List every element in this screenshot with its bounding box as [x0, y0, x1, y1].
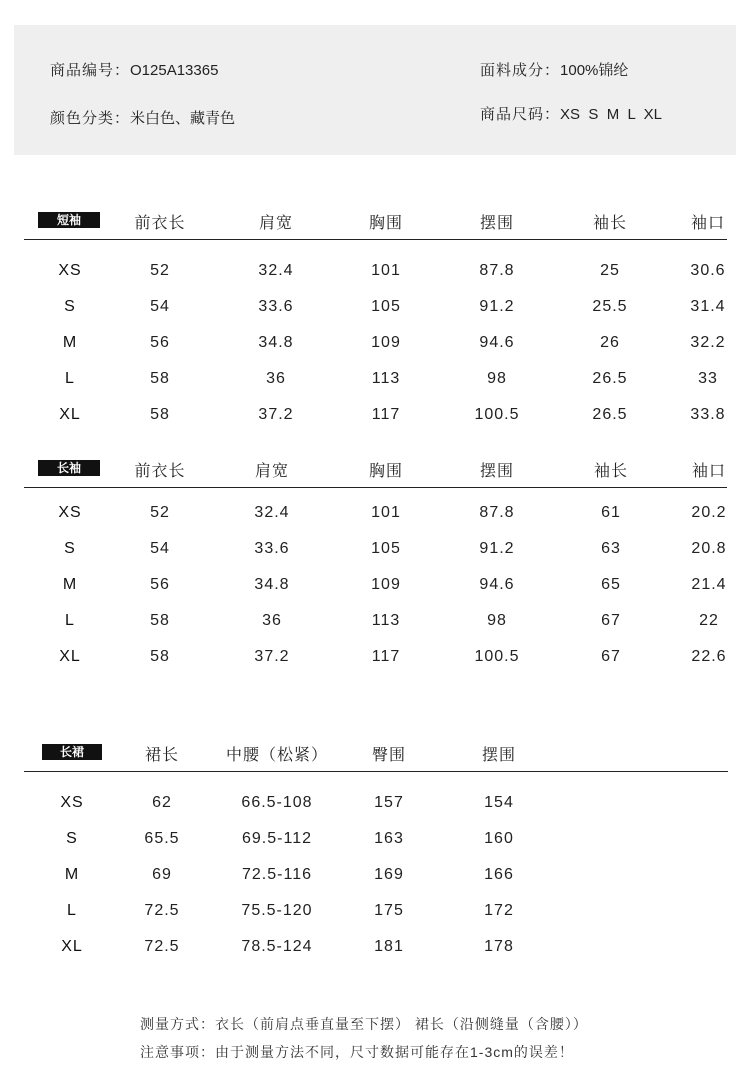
caution-note: 注意事项：由于测量方法不同，尺寸数据可能存在1-3cm的误差！ — [140, 1044, 574, 1060]
table-cell: 20.8 — [691, 540, 727, 557]
table-cell: 181 — [374, 938, 404, 955]
table-cell: 26.5 — [592, 406, 628, 423]
table-cell: 65 — [601, 576, 621, 593]
product-color-value: 米白色、藏青色 — [130, 110, 236, 127]
table-cell: 78.5-124 — [241, 938, 313, 955]
column-header: 肩宽 — [254, 463, 290, 480]
column-header: 摆围 — [479, 463, 515, 480]
header-divider — [24, 239, 727, 240]
column-header: 前衣长 — [134, 215, 186, 232]
column-header: 袖长 — [593, 463, 629, 480]
table-cell: 52 — [150, 262, 170, 279]
table-cell: 101 — [371, 504, 401, 521]
table-cell: 65.5 — [144, 830, 180, 847]
table-cell: 117 — [371, 648, 401, 665]
header-divider — [24, 771, 728, 772]
table-cell: 109 — [371, 334, 401, 351]
column-header: 裙长 — [144, 747, 180, 764]
product-material-value: 100%锦纶 — [560, 62, 629, 79]
row-size-label: S — [64, 298, 76, 315]
column-header: 臀围 — [371, 747, 407, 764]
table-cell: 63 — [601, 540, 621, 557]
row-size-label: XL — [61, 938, 83, 955]
column-header: 胸围 — [368, 463, 404, 480]
table-cell: 72.5-116 — [242, 866, 312, 883]
table-cell: 100.5 — [474, 648, 520, 665]
table-cell: 58 — [150, 648, 170, 665]
table-cell: 178 — [484, 938, 514, 955]
row-size-label: XL — [59, 648, 81, 665]
table-cell: 160 — [484, 830, 514, 847]
row-size-label: XS — [60, 794, 84, 811]
table-cell: 21.4 — [691, 576, 727, 593]
table-cell: 105 — [371, 298, 401, 315]
column-header: 摆围 — [479, 215, 515, 232]
table-cell: 32.4 — [258, 262, 294, 279]
table-cell: 72.5 — [144, 902, 180, 919]
table-cell: 26.5 — [592, 370, 628, 387]
table-cell: 175 — [374, 902, 404, 919]
measure-note: 测量方式：衣长（前肩点垂直量至下摆） 裙长（沿侧缝量（含腰）） — [140, 1016, 588, 1032]
table-cell: 87.8 — [479, 262, 515, 279]
row-size-label: M — [64, 866, 80, 883]
column-header: 摆围 — [481, 747, 517, 764]
table-cell: 32.2 — [690, 334, 726, 351]
table-tag: 长裙 — [42, 744, 102, 760]
table-cell: 58 — [150, 406, 170, 423]
column-header: 袖口 — [690, 215, 726, 232]
table-cell: 32.4 — [254, 504, 290, 521]
table-cell: 61 — [601, 504, 621, 521]
table-cell: 67 — [601, 612, 621, 629]
row-size-label: XL — [59, 406, 81, 423]
table-cell: 37.2 — [258, 406, 294, 423]
table-cell: 72.5 — [144, 938, 180, 955]
table-cell: 91.2 — [479, 540, 515, 557]
table-cell: 31.4 — [690, 298, 726, 315]
column-header: 胸围 — [368, 215, 404, 232]
product-sizes — [480, 103, 662, 124]
table-cell: 117 — [371, 406, 401, 423]
column-header: 前衣长 — [134, 463, 186, 480]
table-cell: 98 — [487, 370, 507, 387]
header-divider — [24, 487, 727, 488]
table-cell: 169 — [374, 866, 404, 883]
table-cell: 22 — [699, 612, 719, 629]
row-size-label: M — [62, 334, 78, 351]
table-cell: 22.6 — [691, 648, 727, 665]
table-cell: 33 — [698, 370, 718, 387]
table-cell: 37.2 — [254, 648, 290, 665]
product-code — [50, 59, 218, 80]
table-cell: 113 — [371, 370, 401, 387]
table-cell: 113 — [371, 612, 401, 629]
row-size-label: L — [65, 370, 75, 387]
row-size-label: XS — [58, 262, 82, 279]
column-header: 中腰（松紧） — [225, 747, 329, 764]
product-sizes-value: XS S M L XL — [560, 106, 662, 123]
table-cell: 25 — [600, 262, 620, 279]
table-cell: 58 — [150, 612, 170, 629]
product-code-value: O125A13365 — [130, 62, 219, 79]
table-cell: 36 — [262, 612, 282, 629]
table-cell: 33.8 — [690, 406, 726, 423]
table-cell: 105 — [371, 540, 401, 557]
product-color-label: 颜色分类： — [50, 110, 131, 127]
product-color — [50, 107, 235, 128]
table-cell: 33.6 — [254, 540, 290, 557]
row-size-label: S — [64, 540, 76, 557]
row-size-label: XS — [58, 504, 82, 521]
product-material — [480, 59, 628, 80]
table-cell: 66.5-108 — [241, 794, 313, 811]
column-header: 袖长 — [592, 215, 628, 232]
table-cell: 91.2 — [479, 298, 515, 315]
table-cell: 33.6 — [258, 298, 294, 315]
table-cell: 26 — [600, 334, 620, 351]
table-cell: 101 — [371, 262, 401, 279]
table-cell: 166 — [484, 866, 514, 883]
table-cell: 75.5-120 — [241, 902, 313, 919]
product-sizes-label: 商品尺码： — [480, 106, 561, 123]
table-cell: 54 — [150, 298, 170, 315]
table-cell: 157 — [374, 794, 404, 811]
table-cell: 54 — [150, 540, 170, 557]
table-cell: 34.8 — [258, 334, 294, 351]
table-cell: 58 — [150, 370, 170, 387]
table-cell: 67 — [601, 648, 621, 665]
table-tag: 短袖 — [38, 212, 100, 228]
table-cell: 100.5 — [474, 406, 520, 423]
product-material-label: 面料成分： — [480, 62, 561, 79]
table-cell: 69 — [152, 866, 172, 883]
table-cell: 109 — [371, 576, 401, 593]
product-info-panel — [14, 25, 736, 155]
table-cell: 154 — [484, 794, 514, 811]
row-size-label: L — [67, 902, 77, 919]
table-cell: 20.2 — [691, 504, 727, 521]
table-cell: 34.8 — [254, 576, 290, 593]
table-cell: 36 — [266, 370, 286, 387]
row-size-label: M — [62, 576, 78, 593]
column-header: 肩宽 — [258, 215, 294, 232]
table-cell: 30.6 — [690, 262, 726, 279]
table-cell: 98 — [487, 612, 507, 629]
table-cell: 52 — [150, 504, 170, 521]
row-size-label: S — [66, 830, 78, 847]
product-code-label: 商品编号： — [50, 62, 131, 79]
table-cell: 94.6 — [479, 334, 515, 351]
table-cell: 56 — [150, 576, 170, 593]
table-cell: 62 — [152, 794, 172, 811]
table-cell: 69.5-112 — [242, 830, 312, 847]
table-cell: 56 — [150, 334, 170, 351]
table-cell: 87.8 — [479, 504, 515, 521]
table-cell: 25.5 — [592, 298, 628, 315]
row-size-label: L — [65, 612, 75, 629]
table-cell: 172 — [484, 902, 514, 919]
table-tag: 长袖 — [38, 460, 100, 476]
table-cell: 163 — [374, 830, 404, 847]
table-cell: 94.6 — [479, 576, 515, 593]
column-header: 袖口 — [691, 463, 727, 480]
